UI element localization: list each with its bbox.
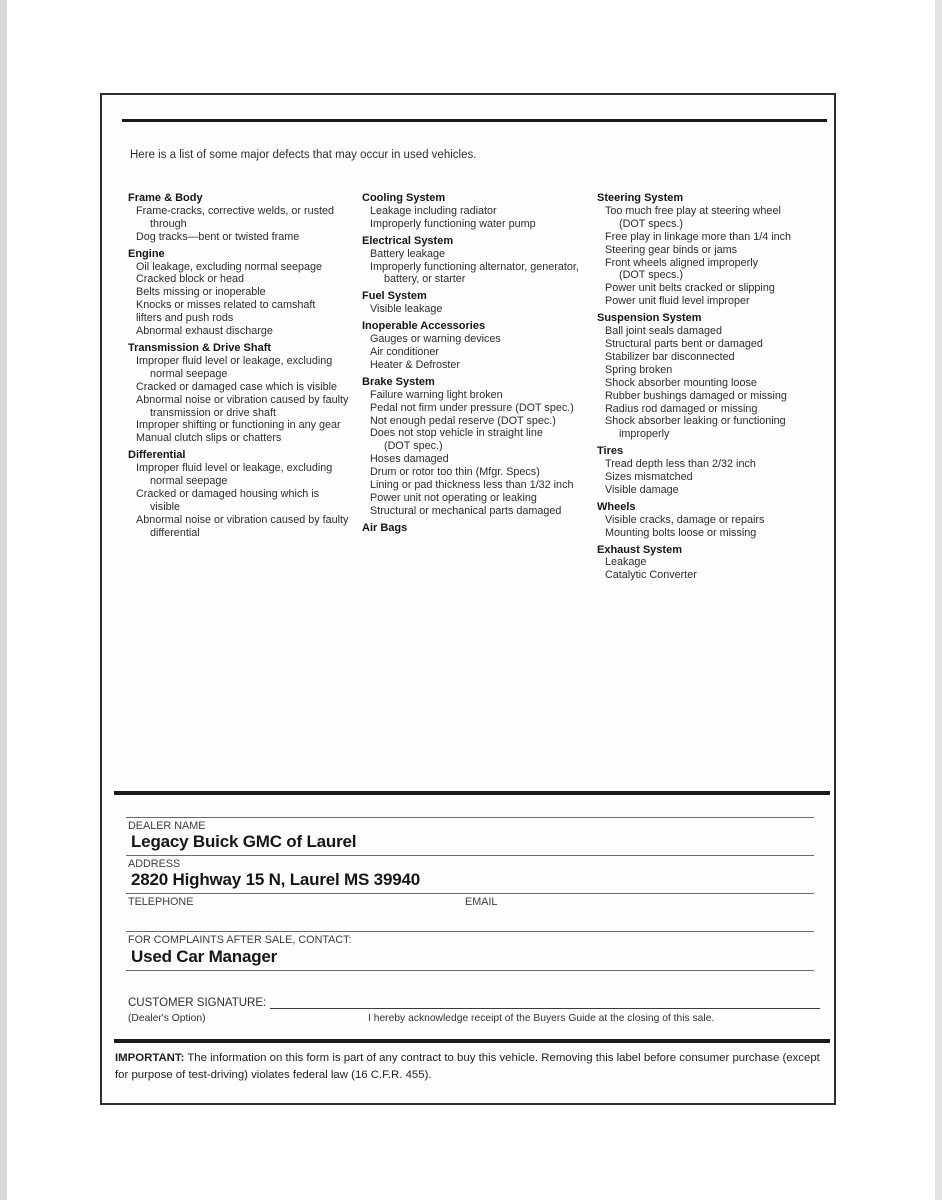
defect-item: Shock absorber mounting loose [605, 376, 757, 389]
defect-category-heading: Steering System [597, 192, 684, 204]
defect-item: Sizes mismatched [605, 471, 693, 484]
defect-item: Belts missing or inoperable [136, 286, 266, 299]
defect-item: Free play in linkage more than 1/4 inch [605, 230, 792, 243]
defect-item: normal seepage [150, 367, 228, 380]
defect-category-heading: Air Bags [362, 521, 408, 534]
defect-item: Leakage including radiator [370, 204, 497, 217]
defect-category-heading: Fuel System [362, 290, 427, 303]
defect-item: lifters and push rods [136, 312, 234, 325]
complaints-contact-value[interactable]: Used Car Manager [131, 947, 278, 966]
defect-item: Air conditioner [370, 345, 440, 358]
defect-item: Spring broken [605, 363, 673, 376]
complaints-contact-label: FOR COMPLAINTS AFTER SALE, CONTACT: [128, 934, 352, 946]
complaints-top-line [126, 931, 814, 932]
defect-category-heading: Inoperable Accessories [362, 320, 486, 333]
defect-item: Ball joint seals damaged [605, 325, 723, 338]
defect-item: Leakage [605, 556, 647, 569]
customer-signature-label: CUSTOMER SIGNATURE: [128, 997, 267, 1009]
defect-item: Not enough pedal reserve (DOT spec.) [370, 414, 556, 427]
defect-item: Rubber bushings damaged or missing [605, 389, 787, 402]
defect-item: normal seepage [150, 475, 228, 488]
defect-category-heading: Transmission & Drive Shaft [128, 341, 272, 354]
defect-item: transmission or drive shaft [150, 406, 277, 419]
defect-item: Pedal not firm under pressure (DOT spec.) [370, 401, 574, 414]
defect-item: Improper fluid level or leakage, excluding [136, 354, 333, 367]
defect-column-steering-exhaust [597, 192, 835, 582]
defect-item: Visible damage [605, 483, 679, 496]
defect-item: Improper shifting or functioning in any gear [136, 419, 341, 432]
defect-category-heading: Brake System [362, 375, 435, 388]
defect-item: Improper fluid level or leakage, excluding [136, 462, 333, 475]
address-top-line [126, 855, 814, 856]
defect-item: Cracked block or head [136, 273, 245, 286]
defect-category-heading: Tires [597, 445, 624, 458]
defect-item: (DOT specs.) [619, 217, 683, 230]
defect-item: Lining or pad thickness less than 1/32 inch [370, 479, 574, 492]
defect-item: Catalytic Converter [605, 569, 697, 582]
defect-category-heading: Frame & Body [128, 192, 203, 204]
defect-item: Knocks or misses related to camshaft [136, 299, 316, 312]
defect-item: Abnormal noise or vibration caused by faulty [136, 513, 349, 526]
acknowledgment-text: I hereby acknowledge receipt of the Buyers Guide at the closing of this sale. [368, 1013, 715, 1024]
defect-item: Dog tracks—bent or twisted frame [136, 230, 300, 243]
address-value[interactable]: 2820 Highway 15 N, Laurel MS 39940 [131, 870, 420, 889]
customer-signature-row [128, 996, 820, 1009]
defect-item: Gauges or warning devices [370, 333, 501, 346]
defect-item: Abnormal exhaust discharge [136, 325, 273, 338]
important-section-top-rule [114, 1039, 830, 1043]
defect-column-cooling-brake [362, 192, 596, 535]
defect-item: Mounting bolts loose or missing [605, 526, 757, 539]
defect-item: (DOT spec.) [384, 440, 443, 453]
defect-category-heading: Differential [128, 449, 186, 462]
defect-item: Hoses damaged [370, 453, 449, 466]
defect-item: Structural or mechanical parts damaged [370, 504, 562, 517]
defect-item: Cracked or damaged case which is visible [136, 380, 338, 393]
screen-edge-left [0, 0, 7, 1200]
defect-item: Does not stop vehicle in straight line [370, 427, 543, 440]
dealer-name-top-line [126, 817, 814, 818]
defect-item: Structural parts bent or damaged [605, 337, 763, 350]
defect-category-heading: Electrical System [362, 234, 454, 247]
defect-column-frame-engine [128, 192, 362, 540]
email-label: EMAIL [465, 896, 498, 908]
screen-edge-right [935, 0, 942, 1200]
buyers-guide-page [100, 93, 836, 1105]
defect-item: Tread depth less than 2/32 inch [605, 458, 756, 471]
defect-item: (DOT specs.) [619, 269, 683, 282]
defect-category-heading: Exhaust System [597, 543, 682, 556]
defect-item: Radius rod damaged or missing [605, 402, 758, 415]
defect-item: Frame-cracks, corrective welds, or rusted [136, 204, 334, 217]
defect-item: Power unit belts cracked or slipping [605, 282, 775, 295]
defect-item: Drum or rotor too thin (Mfgr. Specs) [370, 466, 540, 479]
defect-item: improperly [619, 428, 670, 441]
defect-item: Front wheels aligned improperly [605, 256, 759, 269]
dealer-name-label: DEALER NAME [128, 820, 206, 832]
address-label: ADDRESS [128, 858, 181, 870]
defect-category-heading: Wheels [597, 500, 636, 513]
important-label: IMPORTANT: [115, 1052, 185, 1064]
defect-item: Cracked or damaged housing which is [136, 487, 320, 500]
defect-item: Steering gear binds or jams [605, 243, 738, 256]
top-rule [122, 119, 827, 122]
defect-item: Shock absorber leaking or functioning [605, 415, 786, 428]
defect-item: Stabilizer bar disconnected [605, 350, 735, 363]
defect-item: Battery leakage [370, 247, 446, 260]
defect-item: Visible leakage [370, 303, 443, 316]
telephone-label: TELEPHONE [128, 896, 194, 908]
important-note [115, 1050, 823, 1083]
defect-item: Heater & Defroster [370, 358, 461, 371]
defect-item: differential [150, 526, 200, 539]
defect-item: Too much free play at steering wheel [605, 204, 781, 217]
defect-item: Improperly functioning alternator, generator, [370, 260, 579, 273]
defect-item: Improperly functioning water pump [370, 217, 536, 230]
defect-category-heading: Engine [128, 247, 165, 260]
defect-item: through [150, 217, 187, 230]
telephone-top-line [126, 893, 814, 894]
defect-item: Manual clutch slips or chatters [136, 432, 282, 445]
defect-item: Abnormal noise or vibration caused by faulty [136, 393, 349, 406]
form-section-top-rule [114, 791, 830, 795]
defect-category-heading: Cooling System [362, 192, 446, 204]
complaints-bottom-line [126, 970, 814, 971]
defect-category-heading: Suspension System [597, 312, 702, 325]
dealers-option-note: (Dealer's Option) [128, 1013, 206, 1024]
defect-item: Visible cracks, damage or repairs [605, 513, 765, 526]
defect-item: visible [150, 500, 181, 513]
customer-signature-line[interactable] [270, 996, 820, 1009]
defect-item: Failure warning light broken [370, 388, 503, 401]
defects-intro-text: Here is a list of some major defects that may occur in used vehicles. [130, 149, 477, 161]
defect-item: battery, or starter [384, 273, 466, 286]
defect-item: Power unit not operating or leaking [370, 491, 537, 504]
defect-item: Power unit fluid level improper [605, 295, 750, 308]
dealer-name-value[interactable]: Legacy Buick GMC of Laurel [131, 832, 357, 851]
defect-item: Oil leakage, excluding normal seepage [136, 260, 323, 273]
important-body-text: The information on this form is part of any contract to buy this vehicle. Removing this label before consumer purchase (except for purpose of test-driving) violates federal law (16 C.F.R. 455). [115, 1052, 820, 1081]
